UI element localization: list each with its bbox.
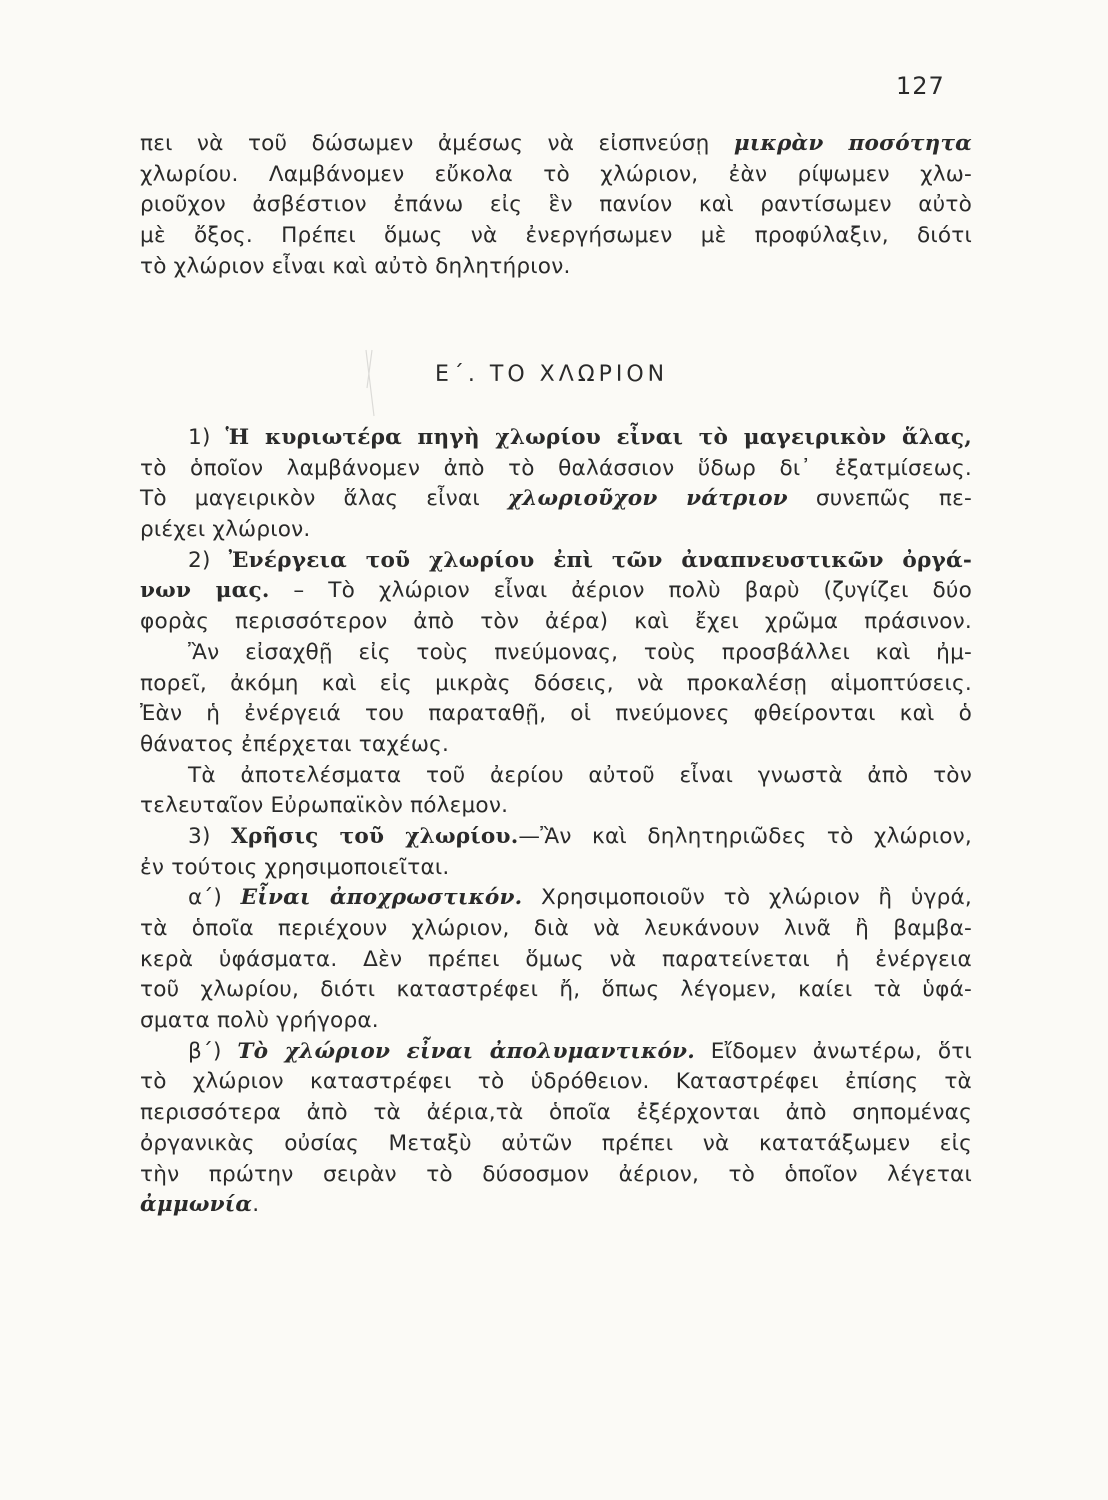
text-line: τὴν πρώτην σειρὰν τὸ δύσοσμον ἀέριον, τὸ ὁποῖον λέγεται bbox=[140, 1161, 972, 1187]
text-line: πει νὰ τοῦ δώσωμεν ἀμέσως νὰ εἰσπνεύσῃ μικρὰν ποσότητα bbox=[140, 131, 973, 156]
text-line: 3) Χρῆσις τοῦ χλωρίου.—Ἂν καὶ δηλητηριῶδες τὸ χλώριον, bbox=[188, 823, 972, 849]
text-line: περισσότερα ἀπὸ τὰ ἀέρια,τὰ ὁποῖα ἐξέρχονται ἀπὸ σηπομένας bbox=[140, 1100, 972, 1126]
text-line: κερὰ ὑφάσματα. Δὲν πρέπει ὅμως νὰ παρατείνεται ἡ ἐνέργεια bbox=[140, 946, 972, 972]
text-line: φορὰς περισσότερον ἀπὸ τὸν ἀέρα) καὶ ἔχει χρῶμα πράσινον. bbox=[140, 609, 972, 635]
emphasis: Τὸ χλώριον εἶναι ἀπολυμαντικόν. bbox=[237, 1038, 695, 1064]
text-line: χλωρίου. Λαμβάνομεν εὔκολα τὸ χλώριον, ἐὰν ρίψωμεν χλω- bbox=[140, 161, 972, 187]
text-line: 1) Ἡ κυριωτέρα πηγὴ χλωρίου εἶναι τὸ μαγειρικὸν ἅλας, bbox=[188, 425, 972, 450]
text-line: ἐν τούτοις χρησιμοποιεῖται. bbox=[140, 854, 450, 880]
text-line: τὸ χλώριον εἶναι καὶ αὐτὸ δηλητήριον. bbox=[140, 253, 571, 279]
text-line: β΄) Τὸ χλώριον εἶναι ἀπολυμαντικόν. Εἴδομεν ἀνωτέρω, ὅτι bbox=[188, 1038, 972, 1064]
page-number: 127 bbox=[896, 72, 945, 100]
text-line: μὲ ὄξος. Πρέπει ὅμως νὰ ἐνεργήσωμεν μὲ προφύλαξιν, διότι bbox=[140, 223, 972, 249]
text-line: Ἐὰν ἡ ἐνέργειά του παραταθῇ, οἱ πνεύμονες φθείρονται καὶ ὁ bbox=[140, 701, 972, 727]
emphasis: χλωριοῦχον νάτριον bbox=[507, 486, 788, 512]
subheading: Χρῆσις τοῦ χλωρίου. bbox=[231, 823, 519, 849]
emphasis: Εἶναι ἀποχρωστικόν. bbox=[240, 885, 523, 911]
text-line: Τὸ μαγειρικὸν ἅλας εἶναι χλωριοῦχον νάτριον συνεπῶς πε- bbox=[140, 486, 972, 512]
text-line: α΄) Εἶναι ἀποχρωστικόν. Χρησιμοποιοῦν τὸ χλώριον ἢ ὑγρά, bbox=[188, 885, 972, 911]
subheading: Ἡ κυριωτέρα πηγὴ χλωρίου εἶναι τὸ μαγειρικὸν ἅλας, bbox=[225, 425, 972, 450]
text-line: τὸ χλώριον καταστρέφει τὸ ὑδρόθειον. Καταστρέφει ἐπίσης τὰ bbox=[140, 1069, 972, 1095]
text-line: τὸ ὁποῖον λαμβάνομεν ἀπὸ τὸ θαλάσσιον ὕδωρ δι᾽ ἐξατμίσεως. bbox=[140, 455, 972, 481]
text-line: τελευταῖον Εὐρωπαϊκὸν πόλεμον. bbox=[140, 793, 509, 819]
text-line: νων μας. – Τὸ χλώριον εἶναι ἀέριον πολὺ βαρὺ (ζυγίζει δύο bbox=[140, 578, 972, 604]
pencil-mark bbox=[362, 348, 382, 418]
text-line: Ἂν εἰσαχθῇ εἰς τοὺς πνεύμονας, τοὺς προσβάλλει καὶ ἠμ- bbox=[188, 639, 972, 665]
text-line: τοῦ χλωρίου, διότι καταστρέφει ἤ, ὅπως λέγομεν, καίει τὰ ὑφά- bbox=[140, 977, 972, 1003]
text-line: ριέχει χλώριον. bbox=[140, 517, 311, 543]
subheading: νων μας. bbox=[140, 578, 270, 604]
text-line: Τὰ ἀποτελέσματα τοῦ ἀερίου αὐτοῦ εἶναι γνωστὰ ἀπὸ τὸν bbox=[188, 762, 972, 788]
body-text bbox=[140, 129, 972, 282]
body-text-section bbox=[140, 423, 972, 1221]
text-line: πορεῖ, ἀκόμη καὶ εἰς μικρὰς δόσεις, νὰ προκαλέσῃ αἱμοπτύσεις. bbox=[140, 670, 972, 696]
text-line: ὀργανικὰς οὐσίας Μεταξὺ αὐτῶν πρέπει νὰ κατατάξωμεν εἰς bbox=[140, 1130, 972, 1156]
subheading: Ἐνέργεια τοῦ χλωρίου ἐπὶ τῶν ἀναπνευστικῶν ὀργά- bbox=[228, 547, 972, 573]
text-line: τὰ ὁποῖα περιέχουν χλώριον, διὰ νὰ λευκάνουν λινᾶ ἢ βαμβα- bbox=[140, 916, 972, 941]
text-line: ριοῦχον ἀσβέστιον ἐπάνω εἰς ἓν πανίον καὶ ραντίσωμεν αὐτὸ bbox=[140, 192, 972, 218]
text-line: ἀμμωνία. bbox=[140, 1192, 260, 1218]
text-line: σματα πολὺ γρήγορα. bbox=[140, 1008, 379, 1034]
section-heading: Ε΄. ΤΟ ΧΛΩΡΙΟΝ bbox=[435, 362, 669, 387]
emphasis: μικρὰν ποσότητα bbox=[733, 131, 973, 156]
emphasis: ἀμμωνία bbox=[140, 1192, 253, 1218]
text-line: 2) Ἐνέργεια τοῦ χλωρίου ἐπὶ τῶν ἀναπνευστικῶν ὀργά- bbox=[188, 547, 972, 573]
text-line: θάνατος ἐπέρχεται ταχέως. bbox=[140, 731, 450, 757]
